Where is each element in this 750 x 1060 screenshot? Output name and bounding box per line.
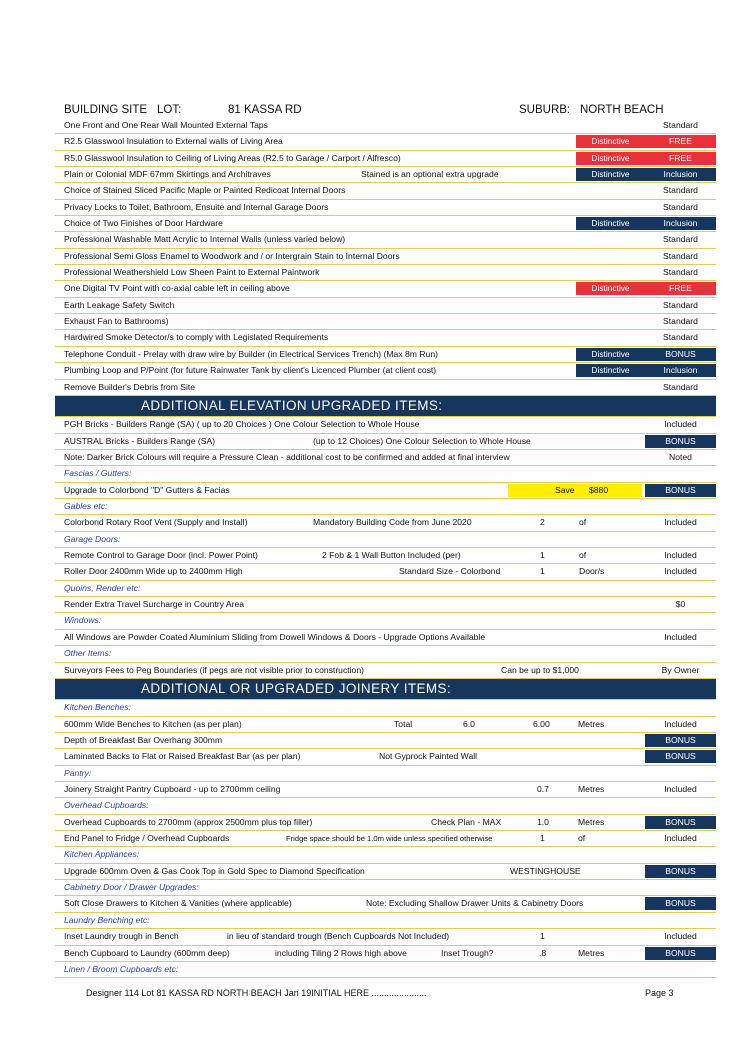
item-note: Mandatory Building Code from June 2020 (313, 517, 472, 528)
suburb-value: NORTH BEACH (580, 104, 664, 116)
item-quantity: 2 (540, 517, 545, 528)
status-value: Included (664, 833, 697, 844)
subsection-label: Pantry: (55, 766, 716, 782)
table-row (55, 417, 716, 433)
item-description: Surveyors Fees to Peg Boundaries (if pegs are not visible prior to construction) (64, 664, 364, 675)
distinctive-badge: Distinctive (576, 152, 645, 165)
table-row (55, 216, 716, 232)
table-row (55, 663, 716, 679)
item-note: Fridge space should be 1.0m wide unless specified otherwise (286, 834, 493, 844)
table-row (55, 630, 716, 646)
item-unit: Metres (578, 947, 605, 958)
item-note: (up to 12 Choices) One Colour Selection to Whole House (313, 435, 531, 446)
item-description: One Digital TV Point with co-axial cable left in ceiling above (64, 283, 290, 294)
subsection-label: Quoins, Render etc: (55, 581, 716, 597)
item-quantity: 1 (540, 931, 545, 942)
status-badge: Inclusion (645, 364, 716, 377)
subsection-label: Cabinetry Door / Drawer Upgrades: (55, 880, 716, 896)
lot-value: 81 KASSA RD (228, 104, 302, 116)
standard-inclusions (55, 118, 716, 396)
table-row (55, 717, 716, 733)
item-description: Colorbond Rotary Roof Vent (Supply and Install) (64, 517, 248, 528)
item-description: AUSTRAL Bricks - Builders Range (SA) (64, 435, 216, 446)
subsection-label: Linen / Broom Cupboards etc: (55, 962, 716, 978)
item-description: Earth Leakage Safety Switch (64, 299, 175, 310)
status-value: Standard (663, 267, 698, 278)
item-quantity: .8 (539, 947, 547, 958)
item-description: Choice of Stained Sliced Pacific Maple or Painted Redicoat Internal Doors (64, 185, 346, 196)
distinctive-badge: Distinctive (576, 135, 645, 148)
status-value: Included (664, 419, 697, 430)
status-value: Standard (663, 381, 698, 392)
table-row (55, 151, 716, 167)
item-quantity: 1 (540, 833, 545, 844)
item-note: Can be up to $1,000 (501, 664, 579, 675)
item-note: including Tiling 2 Rows high above (275, 947, 407, 958)
table-row (55, 347, 716, 363)
status-value: Included (664, 718, 697, 729)
status-value: Included (664, 517, 697, 528)
table-row (55, 749, 716, 765)
item-description: Render Extra Travel Surcharge in Country Area (64, 599, 245, 610)
total-label: Total (394, 718, 413, 729)
status-value: Noted (669, 452, 692, 463)
distinctive-badge: Distinctive (576, 217, 645, 230)
status-value: Included (664, 550, 697, 561)
item-description: R5.0 Glasswool Insulation to Ceiling of Living Areas (R2.5 to Garage / Carport / Alfresco) (64, 152, 401, 163)
table-row (55, 564, 716, 580)
save-label: Save (555, 484, 575, 495)
item-quantity: 6.00 (533, 718, 550, 729)
distinctive-badge: Distinctive (576, 348, 645, 361)
inclusions-table (55, 118, 716, 978)
table-row (55, 183, 716, 199)
item-description: PGH Bricks - Builders Range (SA) ( up to 20 Choices ) One Colour Selection to Whole House (64, 419, 420, 430)
status-badge: BONUS (645, 734, 716, 747)
item-unit: of (579, 550, 587, 561)
item-quantity: 1 (540, 550, 545, 561)
table-row (55, 134, 716, 150)
table-row (55, 896, 716, 912)
section-title: ADDITIONAL ELEVATION UPGRADED ITEMS: (141, 397, 443, 413)
status-value: $0 (675, 599, 686, 610)
item-quantity: 0.7 (537, 784, 549, 795)
item-description: Telephone Conduit - Prelay with draw wire by Builder (in Electrical Services Trench) (Max 8m Run) (64, 348, 438, 359)
subsection-label: Kitchen Appliances: (55, 847, 716, 863)
subsection-label: Gables etc: (55, 499, 716, 515)
item-description: Upgrade to Colorbond "D" Gutters & Facias (64, 484, 230, 495)
status-badge: FREE (645, 135, 716, 148)
table-row (55, 363, 716, 379)
item-description: Remove Builder's Debris from Site (64, 381, 196, 392)
item-description: Remote Control to Garage Door (incl. Power Point) (64, 550, 258, 561)
status-badge: Inclusion (645, 217, 716, 230)
status-value: By Owner (661, 664, 700, 675)
status-value: Standard (663, 234, 698, 245)
item-note: Not Gyprock Painted Wall (379, 751, 478, 762)
table-row (55, 380, 716, 396)
item-description: Note: Darker Brick Colours will require a Pressure Clean - additional cost to be confirmed and added at final interview (64, 452, 510, 463)
table-row (55, 249, 716, 265)
section-header-joinery (55, 679, 716, 701)
table-row (55, 200, 716, 216)
item-unit: Metres (578, 816, 605, 827)
table-row (55, 831, 716, 847)
item-description: Exhaust Fan to Bathrooms) (64, 316, 169, 327)
status-badge: BONUS (645, 348, 716, 361)
subsection-label: Fascias / Gutters: (55, 466, 716, 482)
footer-reference: Designer 114 Lot 81 KASSA RD NORTH BEACH Jan 19INITIAL HERE ...................... (86, 988, 427, 998)
status-value: Included (664, 566, 697, 577)
suburb-label: SUBURB: (519, 104, 571, 116)
status-badge: BONUS (645, 947, 716, 960)
table-row (55, 815, 716, 831)
table-row (55, 929, 716, 945)
table-row (55, 597, 716, 613)
item-description: Professional Weathershield Low Sheen Paint to External Paintwork (64, 267, 320, 278)
section-header-elevation (55, 396, 716, 418)
subsection-label: Overhead Cupboards: (55, 798, 716, 814)
table-row (55, 265, 716, 281)
save-highlight (508, 484, 642, 497)
table-row (55, 232, 716, 248)
item-unit: Door/s (579, 566, 605, 577)
status-badge: Inclusion (645, 168, 716, 181)
table-row (55, 450, 716, 466)
item-description: Soft Close Drawers to Kitchen & Vanities (where applicable) (64, 898, 292, 909)
item-description: 600mm Wide Benches to Kitchen (as per plan) (64, 718, 242, 729)
status-value: Standard (663, 316, 698, 327)
status-badge: BONUS (645, 897, 716, 910)
status-value: Standard (663, 120, 698, 130)
item-description: Hardwired Smoke Detector/s to comply with Legislated Requirements (64, 332, 329, 343)
status-value: Included (664, 931, 697, 942)
item-description: One Front and One Rear Wall Mounted External Taps (64, 120, 268, 130)
table-row (55, 733, 716, 749)
table-row (55, 330, 716, 346)
table-row (55, 483, 716, 499)
total-value: 6.0 (463, 718, 475, 729)
item-description: Overhead Cupboards to 2700mm (approx 2500mm plus top filler) (64, 816, 313, 827)
item-note: WESTINGHOUSE (510, 865, 581, 876)
table-row (55, 281, 716, 297)
table-row (55, 167, 716, 183)
item-description: R2.5 Glasswool Insulation to External walls of Living Area (64, 136, 283, 147)
distinctive-badge: Distinctive (576, 364, 645, 377)
save-amount: $880 (589, 484, 609, 495)
item-description: Professional Washable Matt Acrylic to Internal Walls (unless varied below) (64, 234, 346, 245)
table-row (55, 434, 716, 450)
building-site-label: BUILDING SITE (64, 104, 148, 116)
section-title: ADDITIONAL OR UPGRADED JOINERY ITEMS: (141, 680, 452, 696)
item-note: Stained is an optional extra upgrade (361, 169, 499, 180)
item-unit: Metres (578, 784, 605, 795)
item-description: End Panel to Fridge / Overhead Cupboards (64, 833, 230, 844)
table-row (55, 782, 716, 798)
item-description: Inset Laundry trough in Bench (64, 931, 179, 942)
distinctive-badge: Distinctive (576, 282, 645, 295)
item-unit: of (579, 517, 587, 528)
status-badge: BONUS (645, 484, 716, 497)
item-description: Bench Cupboard to Laundry (600mm deep) (64, 947, 230, 958)
item-note-secondary: Inset Trough? (441, 947, 494, 958)
status-badge: BONUS (645, 435, 716, 448)
item-description: Roller Door 2400mm Wide up to 2400mm High (64, 566, 243, 577)
status-badge: FREE (645, 282, 716, 295)
table-row (55, 298, 716, 314)
status-badge: BONUS (645, 865, 716, 878)
item-description: Plumbing Loop and P/Point (for future Rainwater Tank by client's Licenced Plumber (at client cost) (64, 365, 437, 376)
status-badge: BONUS (645, 750, 716, 763)
subsection-label: Kitchen Benches: (55, 700, 716, 716)
distinctive-badge: Distinctive (576, 168, 645, 181)
subsection-label: Windows: (55, 613, 716, 629)
item-description: Plain or Colonial MDF 67mm Skirtings and Architraves (64, 169, 271, 180)
item-note: in lieu of standard trough (Bench Cupboards Not Included) (227, 931, 450, 942)
item-description: Joinery Straight Pantry Cupboard - up to 2700mm ceiling (64, 784, 281, 795)
table-row (55, 314, 716, 330)
item-quantity: 1.0 (537, 816, 549, 827)
table-row (55, 864, 716, 880)
table-row (55, 946, 716, 962)
item-description: Upgrade 600mm Oven & Gas Cook Top in Gold Spec to Diamond Specification (64, 865, 365, 876)
table-row (55, 515, 716, 531)
status-value: Included (664, 784, 697, 795)
item-description: Depth of Breakfast Bar Overhang 300mm (64, 735, 223, 746)
item-description: Privacy Locks to Toilet, Bathroom, Ensuite and Internal Garage Doors (64, 201, 329, 212)
subsection-label: Laundry Benching etc: (55, 913, 716, 929)
table-row (55, 118, 716, 134)
status-badge: BONUS (645, 816, 716, 829)
item-note: 2 Fob & 1 Wall Button Included (per) (322, 550, 461, 561)
item-description: Choice of Two Finishes of Door Hardware (64, 218, 223, 229)
item-unit: Metres (578, 718, 605, 729)
item-description: Professional Semi Gloss Enamel to Woodwork and / or Intergrain Stain to Internal Doors (64, 250, 400, 261)
status-value: Standard (663, 250, 698, 261)
item-description: All Windows are Powder Coated Aluminium Sliding from Dowell Windows & Doors - Upgrade Options Available (64, 631, 486, 642)
status-badge: FREE (645, 152, 716, 165)
status-value: Standard (663, 299, 698, 310)
item-quantity: 1 (540, 566, 545, 577)
table-row (55, 548, 716, 564)
lot-label: LOT: (157, 104, 182, 116)
item-description: Laminated Backs to Flat or Raised Breakfast Bar (as per plan) (64, 751, 301, 762)
status-value: Standard (663, 332, 698, 343)
status-value: Included (664, 631, 697, 642)
item-note: Check Plan - MAX (431, 816, 502, 827)
item-note: Standard Size - Colorbond (399, 566, 501, 577)
status-value: Standard (663, 185, 698, 196)
item-note: Note: Excluding Shallow Drawer Units & Cabinetry Doors (366, 898, 584, 909)
subsection-label: Garage Doors: (55, 532, 716, 548)
page-number: Page 3 (645, 988, 674, 998)
subsection-label: Other Items: (55, 646, 716, 662)
status-value: Standard (663, 201, 698, 212)
item-unit: of (578, 833, 586, 844)
